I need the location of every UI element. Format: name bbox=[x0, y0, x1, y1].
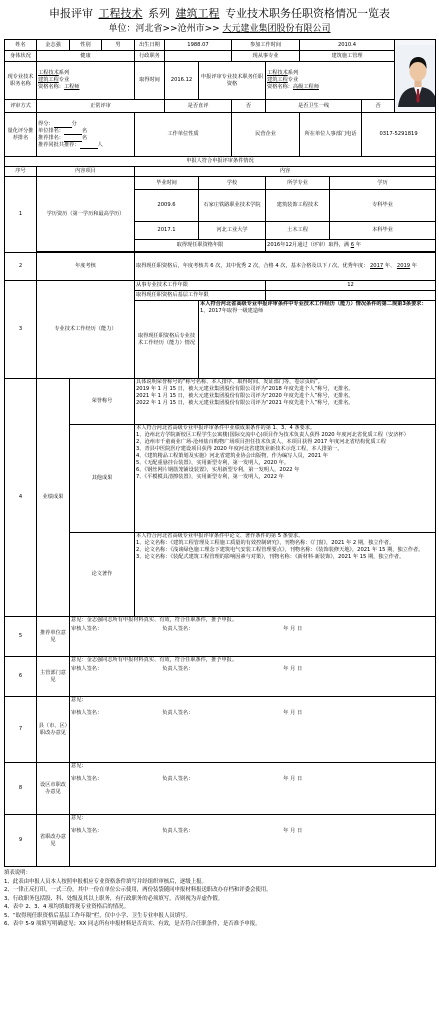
exp-item: 专业技术工作经历（能力） bbox=[37, 281, 135, 379]
opinion-content bbox=[70, 815, 436, 867]
nature-label: 工作单位性质 bbox=[135, 113, 232, 157]
section-head: 申报人符合申报评审条件情况 bbox=[5, 157, 436, 167]
opinion-label: 主管部门意见 bbox=[37, 657, 70, 697]
edu-h-degree: 学历 bbox=[330, 177, 436, 190]
curpos-name: 工程师 bbox=[63, 84, 80, 90]
tenure-text: 2016年12月通过（评审）取得，满 bbox=[267, 242, 350, 248]
opinion-no: 7 bbox=[5, 697, 37, 763]
photo-cell bbox=[395, 40, 436, 113]
health-label: 身体状况 bbox=[5, 51, 37, 62]
opinion-date: 年 月 日 bbox=[283, 710, 303, 716]
major-word: 专业 bbox=[58, 77, 70, 83]
opinion-label: 省职改办意见 bbox=[37, 815, 70, 867]
edu-degree: 专科毕业 bbox=[330, 190, 436, 222]
opinion-content bbox=[70, 617, 436, 657]
curpos-value bbox=[37, 62, 135, 100]
exp-years-label: 从事专业技术工作年限 bbox=[135, 281, 266, 291]
info-table bbox=[4, 39, 436, 867]
unit-company: 大元建业集团股份有限公司 bbox=[222, 24, 331, 34]
opinion-resp: 负责人签名： bbox=[162, 828, 194, 834]
opinion-resp: 负责人签名： bbox=[162, 666, 194, 672]
form-page bbox=[4, 6, 435, 929]
apply-value bbox=[266, 62, 395, 100]
opinion-text: 意见：金志强同志所有申报材料真实、有效，符合任职条件，推予申报。 bbox=[71, 657, 238, 663]
workstart-value: 2010.4 bbox=[300, 40, 395, 51]
curpos-label: 现专业技术职务名称 bbox=[5, 62, 37, 100]
note-item: 3、行政职务包括股、科、处级及其以上职务，有行政职务的必须填写，否则视为弄虚作假。 bbox=[4, 895, 224, 902]
name-value: 金志强 bbox=[37, 40, 70, 51]
opinion-no: 5 bbox=[5, 617, 37, 657]
opinion-no: 8 bbox=[5, 763, 37, 815]
curpos-series: 工程技术 bbox=[38, 70, 59, 76]
opinion-label: 设区市职改办意见 bbox=[37, 763, 70, 815]
review-label: 评审方式 bbox=[5, 100, 37, 113]
birth-value: 1988.07 bbox=[165, 40, 232, 51]
opinion-no: 9 bbox=[5, 815, 37, 867]
unit-province: 河北省 bbox=[135, 24, 163, 34]
series-word: 系列 bbox=[58, 70, 70, 76]
mgmt-label: 现从事专业 bbox=[232, 51, 300, 62]
page-title bbox=[4, 6, 435, 22]
curpos-major: 建筑工程 bbox=[38, 77, 59, 83]
exp-after-value bbox=[266, 291, 436, 301]
honor-head: 具体说明荣誉称号的“称号名称、本人排序、取得时间、发证部门等，卷宗页码”。 bbox=[136, 379, 323, 385]
joint-unit: 人 bbox=[97, 141, 103, 148]
opinion-signer: 审核人签名： bbox=[71, 828, 103, 834]
other-head: 本人符合河北省高级专业申报评审条件中业绩成果条件的第 1、3、4 条要求。 bbox=[136, 425, 316, 431]
opinion-label: 推荐单位意见 bbox=[37, 617, 70, 657]
rank-label: 单位排名： bbox=[38, 127, 64, 134]
note-item: 2、一律正反打印，一式三份，其中一份在单位公示使用，两份装袋随同申报材料报送职改办存档和评委会使用。 bbox=[4, 887, 272, 893]
title-prefix: 申报评审 bbox=[49, 7, 93, 20]
opinion-resp: 负责人签名： bbox=[162, 626, 194, 632]
col-content: 内容 bbox=[135, 167, 436, 177]
exp-cond-head: 本人符合河北省高级专业申报评审条件中专业技术工作经历（能力）情况条件的第二规第3条要求： bbox=[200, 301, 427, 307]
mgmt-value: 建筑施工管理 bbox=[300, 51, 395, 62]
honor-item: 2022 年 1 月 15 日，被大元建业集团股份有限公司评为“2021 年度先进个人”称号，无排名。 bbox=[136, 400, 354, 406]
opinion-date: 年 月 日 bbox=[283, 776, 303, 782]
score-unit: 分 bbox=[71, 120, 77, 127]
edu-degree: 本科毕业 bbox=[330, 222, 436, 240]
exam-content: 取得现任职资格后，年度考核共 6 次，其中优秀 2 次，合格 4 次，基本合格及以下 / 次。优秀年度： 2017 年、 2019 年 bbox=[135, 253, 436, 281]
edu-h-time: 毕业时间 bbox=[135, 177, 199, 190]
opinion-text: 意见：金志强同志所有申报材料真实、有效，符合任职条件，推予申报。 bbox=[71, 617, 238, 623]
opinion-text: 意见： bbox=[71, 815, 87, 821]
weisheng-label: 是否卫生一线 bbox=[266, 100, 362, 113]
paper-item: 2、论文名称：《浅谈绿色施工理念下建筑电气安装工程管理要点》，刊物名称：《装饰装修天地》，2021 年 15 期，独立作者。 bbox=[136, 547, 424, 553]
apply-label: 申报评审专业技术职务任职资格 bbox=[199, 62, 266, 100]
quant-label: 量化评分推荐排名 bbox=[5, 113, 37, 157]
edu-time: 2017.1 bbox=[135, 222, 199, 240]
avatar bbox=[396, 45, 436, 107]
opinion-date: 年 月 日 bbox=[283, 828, 303, 834]
name-label: 姓名 bbox=[5, 40, 37, 51]
honor-label: 荣誉称号 bbox=[70, 379, 135, 425]
weisheng-value: 否 bbox=[362, 100, 395, 113]
review-value: 正常评审 bbox=[37, 100, 165, 113]
edu-tenure-value bbox=[266, 240, 436, 252]
edu-school: 河北工业大学 bbox=[199, 222, 266, 240]
other-item: 4、《建筑精品工程策划及实施》河北省建筑业协会出版物，作为编写人员，2021 年 bbox=[136, 453, 328, 459]
title-suffix: 专业技术职务任职资格情况一览表 bbox=[225, 7, 390, 20]
honor-item: 2019 年 1 月 15 日，被大元建业集团股份有限公司评为“2018 年度先进个人”称号，无排名。 bbox=[136, 386, 354, 392]
notes bbox=[4, 869, 435, 929]
title-series-word: 系列 bbox=[148, 7, 170, 20]
birth-label: 出生日期 bbox=[135, 40, 165, 51]
other-item: 6、《钢丝网片钢筋笼铺设装置》，实用新型专利，第一发明人，2022 年 bbox=[136, 467, 300, 473]
opinion-signer: 审核人签名： bbox=[71, 776, 103, 782]
col-no: 序号 bbox=[5, 167, 37, 177]
admin-value bbox=[165, 51, 232, 62]
obtain-label: 取得时间 bbox=[135, 62, 165, 100]
edu-h-school: 学校 bbox=[199, 177, 266, 190]
zhuanpin-value: 否 bbox=[232, 100, 266, 113]
opinion-date: 年 月 日 bbox=[283, 666, 303, 672]
exam-item: 年度考核 bbox=[37, 253, 135, 281]
opinion-resp: 负责人签名： bbox=[162, 776, 194, 782]
other-item: 5、《无配重悬挂台装置》，实用新型专利，第一发明人，2020 年。 bbox=[136, 460, 290, 466]
opinion-signer: 审核人签名： bbox=[71, 626, 103, 632]
opinion-content bbox=[70, 697, 436, 763]
other-item: 2、沧州市千童商业广场-沧州盐百购物广场项目担任技术负责人，本项目获得 2017 年度河北省结构优质工程 bbox=[136, 439, 386, 445]
zhuanpin-label: 是否直评 bbox=[165, 100, 232, 113]
unit-sep: >> bbox=[204, 24, 220, 34]
paper-content bbox=[135, 533, 436, 617]
paper-item: 1、论文名称：《建筑工程管理及工程施工质量的有效控制研究》，刊物名称：《门窗》，2021 年 2 期，独立作者。 bbox=[136, 540, 395, 546]
name-word: 资格名称： bbox=[38, 84, 64, 90]
rec-unit: 名 bbox=[81, 134, 88, 141]
edu-no: 1 bbox=[5, 177, 37, 253]
phone-label: 所在单位人事部门电话 bbox=[300, 113, 362, 157]
workstart-label: 参加工作时间 bbox=[232, 40, 300, 51]
exam-year: 2019 bbox=[396, 263, 411, 269]
other-item: 3、青县中医院医疗建设项目获得 2020 年度河北省建筑业新技术示范工程，本人排第一。 bbox=[136, 446, 343, 452]
apply-major: 建筑工程 bbox=[267, 77, 288, 83]
obtain-value: 2016.12 bbox=[165, 62, 199, 100]
apply-name: 高级工程师 bbox=[292, 84, 319, 90]
notes-title: 填表说明： bbox=[4, 870, 31, 876]
edu-h-major: 所学专业 bbox=[266, 177, 330, 190]
exam-no: 2 bbox=[5, 253, 37, 281]
series-word: 系列 bbox=[287, 70, 299, 76]
perf-no: 4 bbox=[5, 379, 37, 617]
other-label: 其他成果 bbox=[70, 425, 135, 533]
title-series: 工程技术 bbox=[98, 7, 143, 20]
opinion-no: 6 bbox=[5, 657, 37, 697]
major-word: 专业 bbox=[287, 77, 299, 83]
tenure-years: 6 bbox=[350, 242, 355, 248]
edu-major: 建筑装饰工程技术 bbox=[266, 190, 330, 222]
name-word: 资格名称： bbox=[267, 84, 293, 90]
opinion-label: 县（市、区）职改办意见 bbox=[37, 697, 70, 763]
other-content bbox=[135, 425, 436, 533]
opinion-content bbox=[70, 657, 436, 697]
score-label: 得分： bbox=[38, 120, 54, 127]
unit-label: 单位： bbox=[108, 24, 136, 34]
paper-head: 本人符合河北省高级专业申报评审条件中论文、著作条件的第 5 条要求。 bbox=[136, 533, 304, 539]
other-item: 7、《平模模具清擦装置》，实用新型专利，第一发明人，2022 年 bbox=[136, 474, 284, 480]
tenure-unit: 年 bbox=[355, 242, 361, 248]
admin-label: 行政职务 bbox=[135, 51, 165, 62]
exam-year: 2017 bbox=[370, 263, 384, 269]
note-item: 1、此表由申报人员本人按照申报相应专业资格条件填写并经组织审核后，逐级上报。 bbox=[4, 878, 207, 885]
gender-value: 男 bbox=[102, 40, 135, 51]
unit-sep: >> bbox=[162, 24, 178, 34]
unit-line bbox=[4, 22, 435, 36]
rec-label: 推荐排名： bbox=[38, 134, 64, 141]
unit-city: 沧州市 bbox=[177, 24, 205, 34]
col-item: 内容项目 bbox=[37, 167, 135, 177]
opinion-content bbox=[70, 763, 436, 815]
opinion-signer: 审核人签名： bbox=[71, 710, 103, 716]
note-item: 5、“取得现任职资格后基层工作年限”栏，仅中小学、卫生专业申报人员填写。 bbox=[4, 912, 191, 919]
health-value: 健康 bbox=[37, 51, 135, 62]
note-item: 4、表中 2、3、4 项均填取得现专业资格后的情况。 bbox=[4, 904, 129, 910]
title-major: 建筑工程 bbox=[175, 7, 220, 20]
rank-unit: 名 bbox=[81, 127, 88, 134]
edu-tenure-label: 取得现任职资格年限 bbox=[135, 240, 266, 252]
edu-major: 土木工程 bbox=[266, 222, 330, 240]
edu-time: 2009.6 bbox=[135, 190, 199, 222]
honor-item: 2021 年 1 月 15 日，被大元建业集团股份有限公司评为“2020 年度先进个人”称号，无排名。 bbox=[136, 393, 354, 399]
perf-item: 业绩成果 bbox=[37, 379, 70, 617]
note-item: 6、表中 5-9 项填写明确意见；XX 同志所有申报材料是否真实、有效，是否符合任职条件，是否准予申报。 bbox=[4, 921, 261, 927]
gender-label: 性别 bbox=[70, 40, 102, 51]
exp-years-value: 12 bbox=[266, 281, 436, 291]
exp-after-label: 取得现任职资格后基层工作年限 bbox=[135, 291, 266, 301]
honor-content bbox=[135, 379, 436, 425]
quant-detail bbox=[37, 113, 135, 157]
opinion-text: 意见： bbox=[71, 697, 87, 703]
exp-cond-label: 取得现任职资格后专业技术工作经历（能力）情况 bbox=[135, 301, 199, 379]
joint-label: 推荐同批共推荐： bbox=[38, 141, 80, 148]
opinion-text: 意见： bbox=[71, 763, 87, 769]
paper-label: 论文著作 bbox=[70, 533, 135, 617]
opinion-date: 年 月 日 bbox=[283, 626, 303, 632]
edu-school: 石家庄铁路职业技术学院 bbox=[199, 190, 266, 222]
phone-value: 0317-5291819 bbox=[362, 113, 436, 157]
other-item: 1、沧州北方学院新校区工程学生公寓楼(国际交流中心)项目作为技术负责人获得 2020 年度河北省优质工程（安济杯） bbox=[136, 432, 409, 438]
apply-series: 工程技术 bbox=[267, 70, 288, 76]
paper-item: 3、论文名称：《装配式建筑工程管理的影响因素与对策》，刊物名称：《新材料·新装饰》，2021 年 15 期，独立作者。 bbox=[136, 554, 405, 560]
exp-cond-content bbox=[199, 301, 436, 379]
opinion-resp: 负责人签名： bbox=[162, 710, 194, 716]
exp-no: 3 bbox=[5, 281, 37, 379]
exp-cond-item: 1、2017年取得一级建造师 bbox=[200, 308, 264, 314]
opinion-signer: 审核人签名： bbox=[71, 666, 103, 672]
edu-item: 学历资历（第一学历和最高学历） bbox=[37, 177, 135, 252]
nature-value: 民营企业 bbox=[232, 113, 300, 157]
exam-line: 取得现任职资格后，年度考核共 6 次，其中优秀 2 次，合格 4 次，基本合格及以下 / 次。优秀年度： bbox=[136, 263, 369, 269]
